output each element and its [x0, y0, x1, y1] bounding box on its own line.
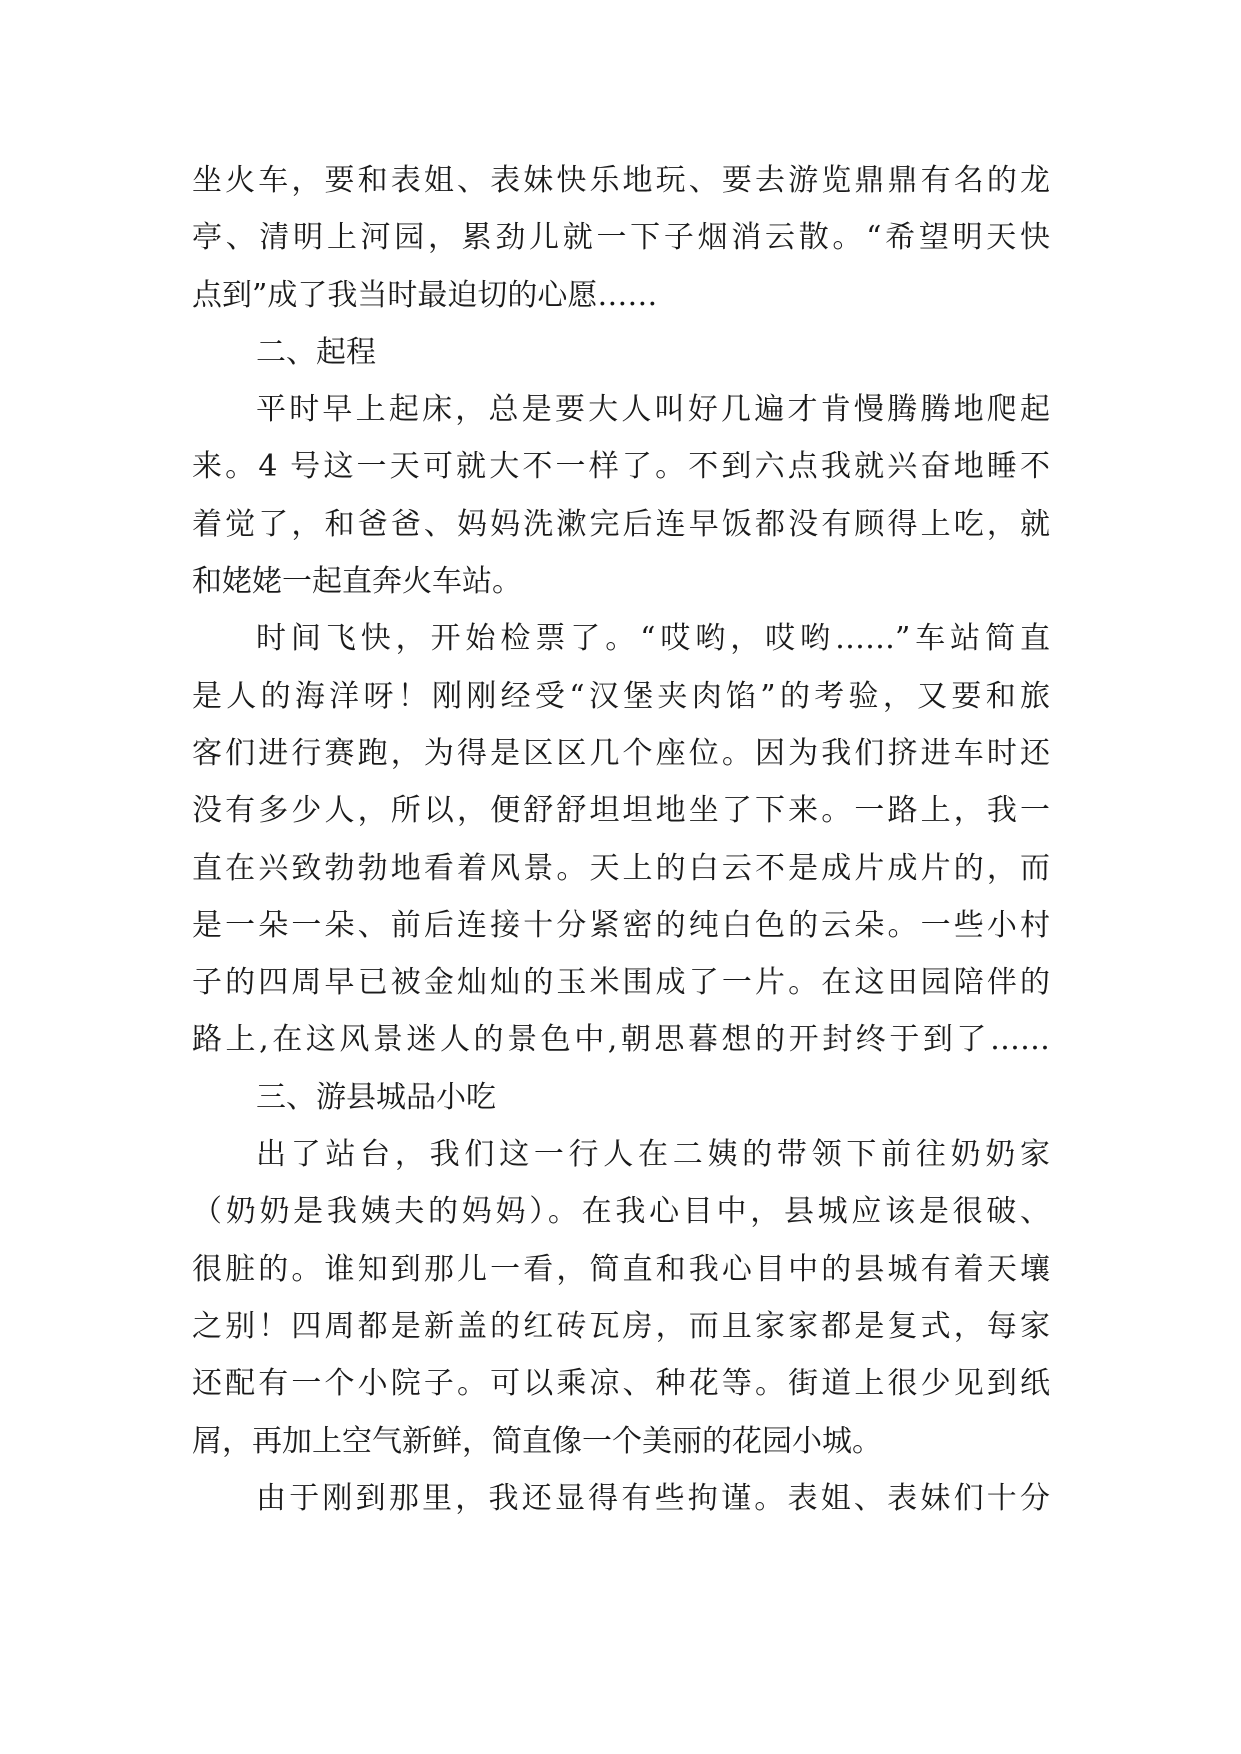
text-line: 屑，再加上空气新鲜，简直像一个美丽的花园小城。	[192, 1423, 882, 1459]
text-line: 路上,在这风景迷人的景色中,朝思暮想的开封终于到了……	[192, 1022, 1050, 1058]
text-line: 很脏的。谁知到那儿一看，简直和我心目中的县城有着天壤	[192, 1251, 1050, 1287]
text-line: 和姥姥一起直奔火车站。	[192, 564, 522, 600]
document-page	[192, 152, 1050, 1527]
text-line: 时间飞快，开始检票了。“哎哟，哎哟……”车站简直	[256, 621, 1050, 657]
text-line: 平时早上起床，总是要大人叫好几遍才肯慢腾腾地爬起	[256, 392, 1050, 428]
text-line: 亭、清明上河园，累劲儿就一下子烟消云散。“希望明天快	[192, 220, 1050, 256]
text-line: （奶奶是我姨夫的妈妈）。在我心目中，县城应该是很破、	[192, 1194, 1050, 1230]
text-line: 是一朵一朵、前后连接十分紧密的纯白色的云朵。一些小村	[192, 907, 1050, 943]
section-heading: 二、起程	[256, 334, 376, 370]
text-line: 还配有一个小院子。可以乘凉、种花等。街道上很少见到纸	[192, 1366, 1050, 1402]
text-line: 由于刚到那里，我还显得有些拘谨。表姐、表妹们十分	[256, 1480, 1050, 1516]
text-line: 没有多少人，所以，便舒舒坦坦地坐了下来。一路上，我一	[192, 793, 1050, 829]
text-line: 之别！四周都是新盖的红砖瓦房，而且家家都是复式，每家	[192, 1308, 1050, 1344]
text-line: 直在兴致勃勃地看着风景。天上的白云不是成片成片的，而	[192, 850, 1050, 886]
text-line: 子的四周早已被金灿灿的玉米围成了一片。在这田园陪伴的	[192, 965, 1050, 1001]
text-line: 是人的海洋呀！刚刚经受“汉堡夹肉馅”的考验，又要和旅	[192, 678, 1050, 714]
text-line: 出了站台，我们这一行人在二姨的带领下前往奶奶家	[256, 1137, 1050, 1173]
text-line: 着觉了，和爸爸、妈妈洗漱完后连早饭都没有顾得上吃，就	[192, 506, 1050, 542]
section-heading: 三、游县城品小吃	[256, 1079, 496, 1115]
text-line: 来。4 号这一天可就大不一样了。不到六点我就兴奋地睡不	[192, 449, 1050, 485]
text-line: 点到”成了我当时最迫切的心愿……	[192, 277, 658, 313]
text-line: 坐火车，要和表姐、表妹快乐地玩、要去游览鼎鼎有名的龙	[192, 163, 1050, 198]
text-line: 客们进行赛跑，为得是区区几个座位。因为我们挤进车时还	[192, 735, 1050, 771]
